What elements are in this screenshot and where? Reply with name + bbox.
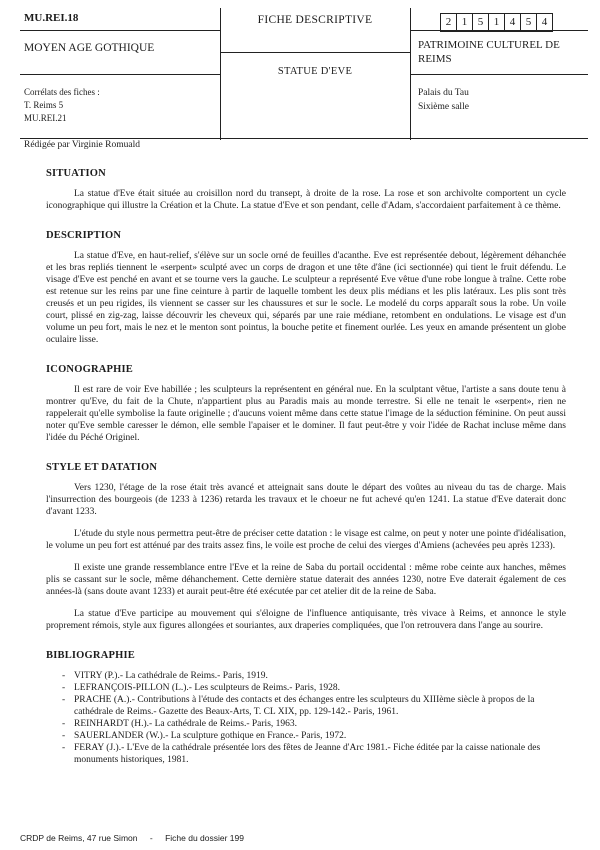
number-digit: 4 (504, 13, 520, 32)
number-digit: 1 (456, 13, 472, 32)
header-right-column (410, 8, 588, 140)
location-block (418, 86, 469, 114)
bibliography-text: FERAY (J.).- L'Eve de la cathédrale présentée lors des fêtes de Jeanne d'Arc 1981.- Fiche éditée par la caisse nationale des monuments historiques, 1981. (74, 743, 541, 765)
bibliography-entry: - PRACHE (A.).- Contributions à l'étude des contacts et des échanges entre les sculpteurs du XIIIème siècle à propos de la cathédrale de Reims.- Gazette des Beaux-Arts, T. CL XIX, pp. 129-142.- Paris, 1961. (62, 695, 535, 717)
paragraph: La statue d'Eve participe au mouvement qui s'éloigne de l'influence antiquisante, très vivace à Reims, et annonce le style proprement rémois, style aux figures allongées et souriantes, aux draperies compliquées, que l'on retrouvera dans l'ange au sourire. (46, 609, 566, 631)
author-line: Rédigée par Virginie Romuald (24, 140, 140, 150)
bibliography-list (46, 670, 566, 766)
header-center-column (220, 8, 411, 140)
paragraph: La statue d'Eve était située au croisillon nord du transept, à droite de la rose. La rose et son archivolte comportent un cycle iconographique qui illustre la Création et la Chute. La statue d'Eve et son pendant, celle d'Adam, s'accordaient parfaitement à ce thème. (46, 189, 566, 211)
correlat-item: T. Reims 5 (24, 100, 64, 110)
section-title: SITUATION (46, 168, 106, 179)
correlats-label: Corrélats des fiches : (24, 87, 100, 97)
location-line: Palais du Tau (418, 88, 469, 98)
paragraph: Il existe une grande ressemblance entre l'Eve et la reine de Saba du portail occidental : même robe ceinte aux hanches, mêmes plis se cassant sur le socle, même déhanchement. Cette dernière statue daterait des années 1230, notre Eve daterait également de ces années-là (sans doute avant 1233) et aurait peut-être été exécutée par cet atelier dit de la reine de Saba. (46, 563, 566, 597)
correlats-block (24, 86, 100, 125)
document-body (46, 168, 566, 766)
bibliography-entry: - LEFRANÇOIS-PILLON (L.).- Les sculpteurs de Reims.- Paris, 1928. (62, 683, 340, 693)
bibliography-text: SAUERLANDER (W.).- La sculpture gothique en France.- Paris, 1972. (74, 731, 347, 741)
bibliography-entry: - REINHARDT (H.).- La cathédrale de Reims.- Paris, 1963. (62, 719, 298, 729)
divider (410, 74, 588, 75)
divider (220, 52, 410, 53)
footer-separator: - (149, 833, 153, 843)
location-line: Sixième salle (418, 102, 469, 112)
period-label: MOYEN AGE GOTHIQUE (24, 42, 155, 54)
number-digit: 4 (536, 13, 553, 32)
correlat-item: MU.REI.21 (24, 113, 67, 123)
patrimoine-line: REIMS (418, 53, 452, 65)
bibliography-text: VITRY (P.).- La cathédrale de Reims.- Paris, 1919. (74, 671, 268, 681)
divider (410, 30, 588, 31)
section-bibliographie (46, 650, 566, 766)
bibliography-entry: - FERAY (J.).- L'Eve de la cathédrale présentée lors des fêtes de Jeanne d'Arc 1981.- Fiche éditée par la caisse nationale des monuments historiques, 1981. (62, 743, 541, 765)
section-iconographie (46, 364, 566, 444)
page-footer (20, 833, 254, 843)
section-title: DESCRIPTION (46, 230, 122, 241)
section-situation (46, 168, 566, 212)
header-left-column (20, 8, 221, 140)
number-digit: 5 (472, 13, 488, 32)
fiche-type-label: FICHE DESCRIPTIVE (257, 14, 373, 26)
bibliography-text: LEFRANÇOIS-PILLON (L.).- Les sculpteurs de Reims.- Paris, 1928. (74, 683, 340, 693)
section-description (46, 230, 566, 346)
section-title: BIBLIOGRAPHIE (46, 650, 135, 661)
bibliography-entry: - VITRY (P.).- La cathédrale de Reims.- Paris, 1919. (62, 671, 268, 681)
paragraph: L'étude du style nous permettra peut-être de préciser cette datation : le visage est calme, on peut y noter une pointe d'idéalisation, le volume un peu fort est atténué par des traits assez fins, le voile est proche de celui des vierges d'Amiens (achevées peu après 1233). (46, 529, 566, 551)
fiche-code: MU.REI.18 (24, 12, 79, 24)
divider (20, 74, 220, 75)
header-bottom-rule (20, 138, 588, 139)
paragraph: La statue d'Eve, en haut-relief, s'élève sur un socle orné de feuilles d'acanthe. Eve est représentée debout, légèrement déhanchée et les bras repliés tiennent le «serpent» sculpté avec un corps de dragon et une tête d'âne (ici sectionnée) qui tient le fruit défendu. Le visage d'Eve est penché en avant et se tourne vers la gauche. Le sculpteur a représenté Eve vêtue d'une robe longue à traîne. Cette robe est retenue sur les reins par une fine ceinture à partir de laquelle tombent les deux plis médians et les plis latéraux. Les plis sont très creusés et un peu rigides, ils viennent se casser sur les chaussures et sur le socle. Le modelé du corps apparaît sous la robe. Un voile court, plissé en zig-zag, laisse découvrir les cheveux qui, séparés par une raie médiane, retombent en ondulations. Le visage est d'un volume un peu fort, mais le nez et le menton sont pointus, la bouche petite et finement ourlée. Les yeux en amande présentent un globe oculaire lisse. (46, 251, 566, 345)
patrimoine-line: PATRIMOINE CULTUREL DE (418, 39, 560, 51)
bibliography-text: REINHARDT (H.).- La cathédrale de Reims.- Paris, 1963. (74, 719, 298, 729)
header-block (20, 8, 588, 140)
footer-publisher: CRDP de Reims, 47 rue Simon (20, 833, 138, 843)
bibliography-text: PRACHE (A.).- Contributions à l'étude des contacts et des échanges entre les sculpteurs du XIIIème siècle à propos de la cathédrale de Reims.- Gazette des Beaux-Arts, T. CL XIX, pp. 129-142.- Paris, 1961. (74, 695, 535, 717)
number-digit: 2 (440, 13, 456, 32)
paragraph: Vers 1230, l'étage de la rose était très avancé et atteignait sans doute le départ des voûtes au niveau du tas de charge. Mais l'insurrection des bourgeois (de 1233 à 1236) retarda les travaux et le choeur ne fut achevé qu'en 1241. La statue d'Eve daterait donc d'avant 1233. (46, 483, 566, 517)
patrimoine-label (418, 38, 560, 66)
section-title: STYLE ET DATATION (46, 462, 158, 473)
paragraph: Il est rare de voir Eve habillée ; les sculpteurs la représentent en général nue. En la sculptant vêtue, l'artiste a sans doute tenu à montrer qu'Eve, du fait de la Chute, n'appartient plus au Paradis mais au monde terrestre. Si elle ne tenait le «serpent», rien ne rappelerait qu'elle symbolise la faute originelle ; d'aucuns voient même dans cette statue l'image de la séduction féminine. On peut aussi noter qu'Eve semble caresser le démon, elle semble l'apaiser et le dominer. Il faut peut-être y voir l'idée de Rachat incluse même dans l'idée du Péché Originel. (46, 385, 566, 443)
divider (20, 30, 220, 31)
section-style-datation (46, 462, 566, 632)
number-digit: 5 (520, 13, 536, 32)
document-title: STATUE D'EVE (277, 66, 353, 77)
bibliography-entry: - SAUERLANDER (W.).- La sculpture gothique en France.- Paris, 1972. (62, 731, 347, 741)
number-digit: 1 (488, 13, 504, 32)
footer-dossier: Fiche du dossier 199 (165, 833, 244, 843)
section-title: ICONOGRAPHIE (46, 364, 133, 375)
